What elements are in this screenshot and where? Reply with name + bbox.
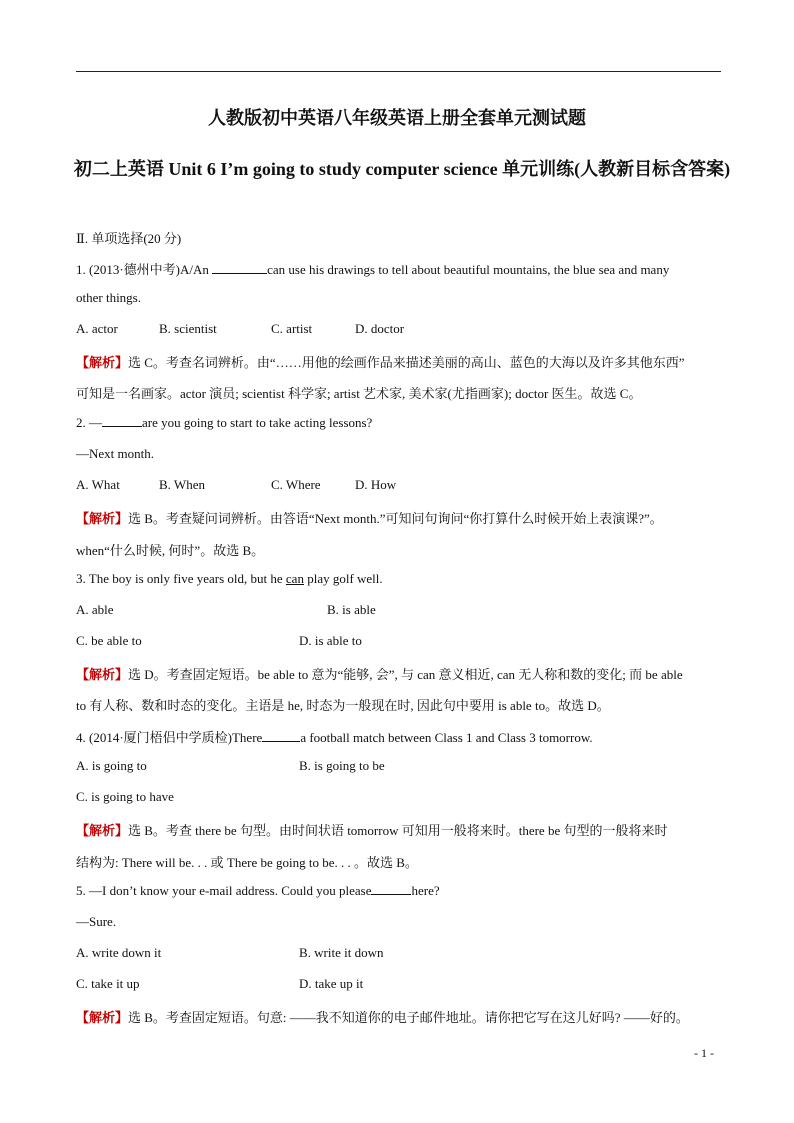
q5-option-c: C. take it up [76, 976, 140, 991]
explanation-tag: 【解析】 [76, 1010, 129, 1025]
q4-option-b: B. is going to be [299, 758, 385, 773]
q1-option-b: B. scientist [159, 321, 217, 336]
header-rule [76, 71, 721, 72]
q2-option-b: B. When [159, 477, 205, 492]
q4-option-c: C. is going to have [76, 789, 174, 804]
q3-option-a: A. able [76, 602, 114, 617]
question-4-stem: 4. (2014·厦门梧侣中学质检)There a football match between Class 1 and Class 3 tomorrow. [76, 730, 593, 745]
question-1-stem: 1. (2013·德州中考)A/An can use his drawings to tell about beautiful mountains, the blue sea and many [76, 262, 670, 277]
answer-blank [212, 262, 267, 274]
explanation-tag: 【解析】 [76, 355, 129, 370]
q2-explanation-line-1: 【解析】选 B。考查疑问词辨析。由答语“Next month.”可知问句询问“你打算什么时候开始上表演课?”。 [76, 511, 663, 526]
explanation-tag: 【解析】 [76, 511, 129, 526]
question-1-stem-continued: other things. [76, 290, 141, 305]
document-subtitle: 初二上英语 Unit 6 I’m going to study computer science 单元训练(人教新目标含答案) [73, 159, 731, 179]
q3-option-d: D. is able to [299, 633, 362, 648]
document-title: 人教版初中英语八年级英语上册全套单元测试题 [208, 108, 586, 128]
q2-option-a: A. What [76, 477, 120, 492]
q4-explanation-line-1: 【解析】选 B。考查 there be 句型。由时间状语 tomorrow 可知用一般将来时。there be 句型的一般将来时 [76, 823, 668, 838]
section-title: Ⅱ. 单项选择(20 分) [76, 231, 182, 246]
q5-option-b: B. write it down [299, 945, 384, 960]
q2-explanation-line-2: when“什么时候, 何时”。故选 B。 [76, 543, 265, 558]
q3-option-b: B. is able [327, 602, 376, 617]
question-2-answer-line: —Next month. [76, 446, 154, 461]
question-2-stem: 2. — are you going to start to take acting lessons? [76, 415, 373, 430]
answer-blank [102, 415, 142, 427]
q2-option-d: D. How [355, 477, 397, 492]
q1-option-d: D. doctor [355, 321, 405, 336]
q5-option-d: D. take up it [299, 976, 364, 991]
answer-blank [371, 883, 411, 895]
page-number: - 1 - [694, 1046, 714, 1060]
q3-explanation-line-2: to 有人称、数和时态的变化。主语是 he, 时态为一般现在时, 因此句中要用 is able to。故选 D。 [76, 698, 610, 713]
q3-explanation-line-1: 【解析】选 D。考查固定短语。be able to 意为“能够, 会”, 与 can 意义相近, can 无人称和数的变化; 而 be able [76, 667, 683, 682]
question-3-stem: 3. The boy is only five years old, but he can play golf well. [76, 571, 383, 586]
question-5-answer-line: —Sure. [76, 914, 117, 929]
q1-explanation-line-2: 可知是一名画家。actor 演员; scientist 科学家; artist 艺术家, 美术家(尤指画家); doctor 医生。故选 C。 [76, 386, 642, 401]
q3-option-c: C. be able to [76, 633, 142, 648]
q1-explanation-line-1: 【解析】选 C。考查名词辨析。由“……用他的绘画作品来描述美丽的高山、蓝色的大海以及许多其他东西” [76, 355, 685, 370]
q1-option-c: C. artist [271, 321, 313, 336]
q2-option-c: C. Where [271, 477, 321, 492]
question-5-stem: 5. —I don’t know your e-mail address. Could you please here? [76, 883, 440, 898]
q1-option-a: A. actor [76, 321, 118, 336]
underlined-word: can [285, 571, 304, 586]
q5-option-a: A. write down it [76, 945, 162, 960]
explanation-tag: 【解析】 [76, 667, 129, 682]
answer-blank [262, 730, 300, 742]
q4-explanation-line-2: 结构为: There will be. . . 或 There be going to be. . . 。故选 B。 [76, 855, 418, 870]
explanation-tag: 【解析】 [76, 823, 129, 838]
q5-explanation-line-1: 【解析】选 B。考查固定短语。句意: ——我不知道你的电子邮件地址。请你把它写在这儿好吗? ——好的。 [76, 1010, 689, 1025]
q4-option-a: A. is going to [76, 758, 147, 773]
